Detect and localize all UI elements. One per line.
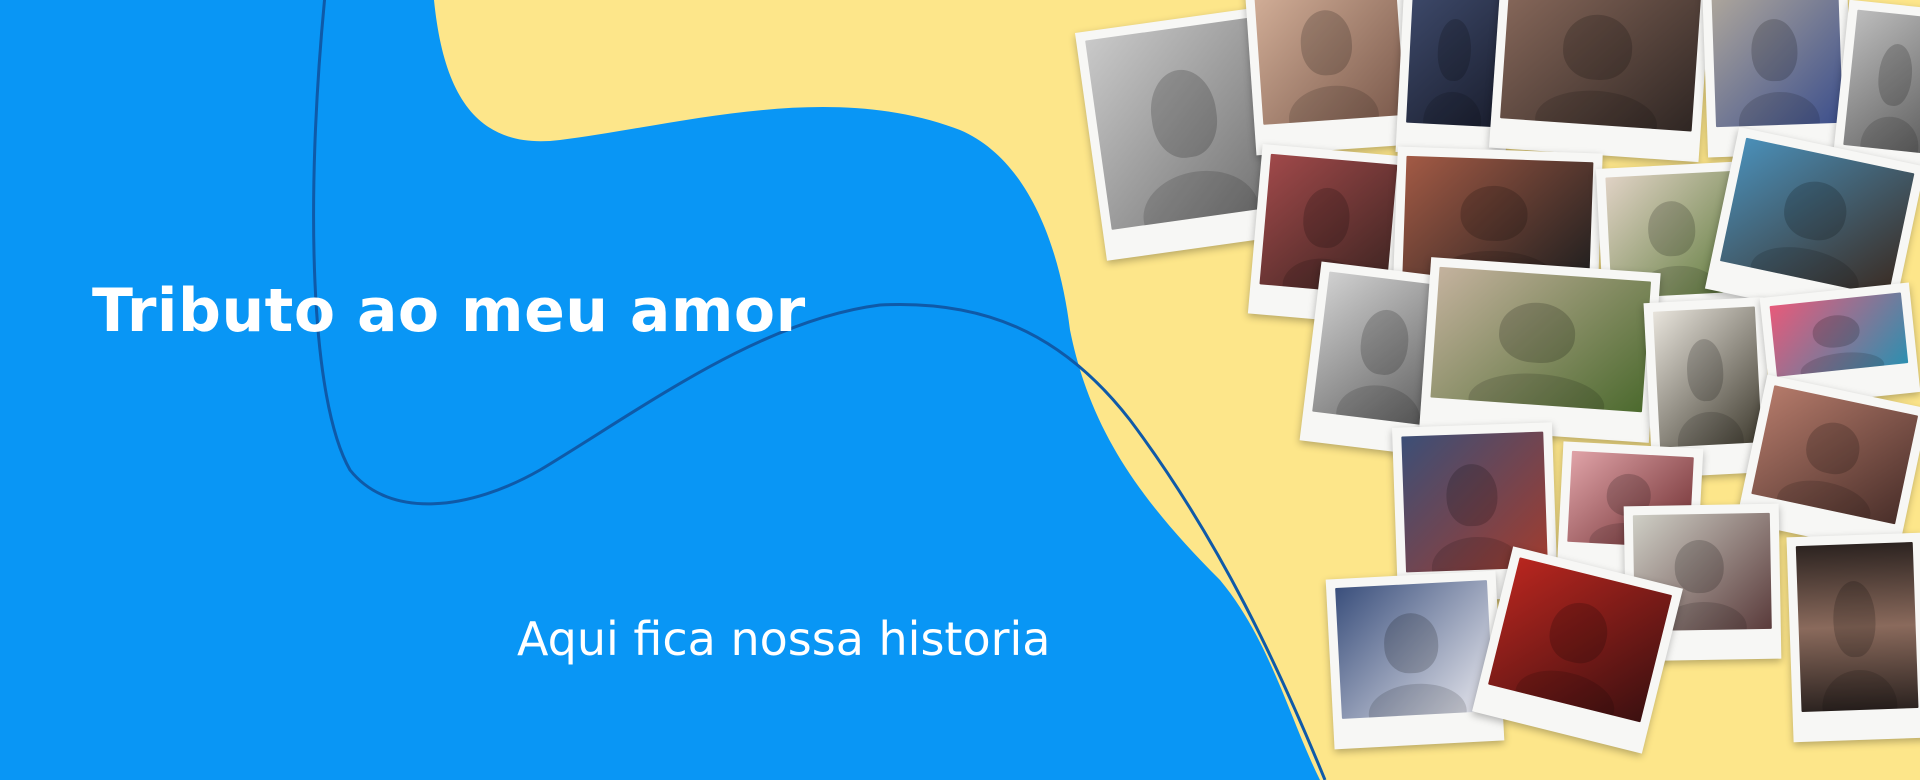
photo-image bbox=[1653, 306, 1762, 447]
photo-image bbox=[1796, 542, 1919, 712]
photo-19[interactable] bbox=[1786, 533, 1920, 743]
photo-image bbox=[1843, 10, 1920, 155]
banner-title: Tributo ao meu amor bbox=[92, 276, 806, 346]
photo-image bbox=[1488, 557, 1672, 722]
photo-20[interactable] bbox=[1326, 571, 1505, 750]
photo-image bbox=[1770, 292, 1909, 376]
photo-image bbox=[1720, 138, 1914, 297]
banner-subtitle: Aqui fica nossa historia bbox=[517, 612, 1051, 666]
photo-image bbox=[1406, 0, 1505, 127]
photo-2[interactable] bbox=[1244, 0, 1416, 155]
photo-image bbox=[1430, 267, 1651, 412]
photo-12[interactable] bbox=[1419, 257, 1660, 443]
photo-image bbox=[1711, 0, 1843, 127]
photo-image bbox=[1500, 0, 1701, 132]
photo-4[interactable] bbox=[1489, 0, 1711, 162]
photo-image bbox=[1335, 580, 1494, 719]
photo-5[interactable] bbox=[1702, 0, 1853, 157]
photo-image bbox=[1254, 0, 1405, 125]
